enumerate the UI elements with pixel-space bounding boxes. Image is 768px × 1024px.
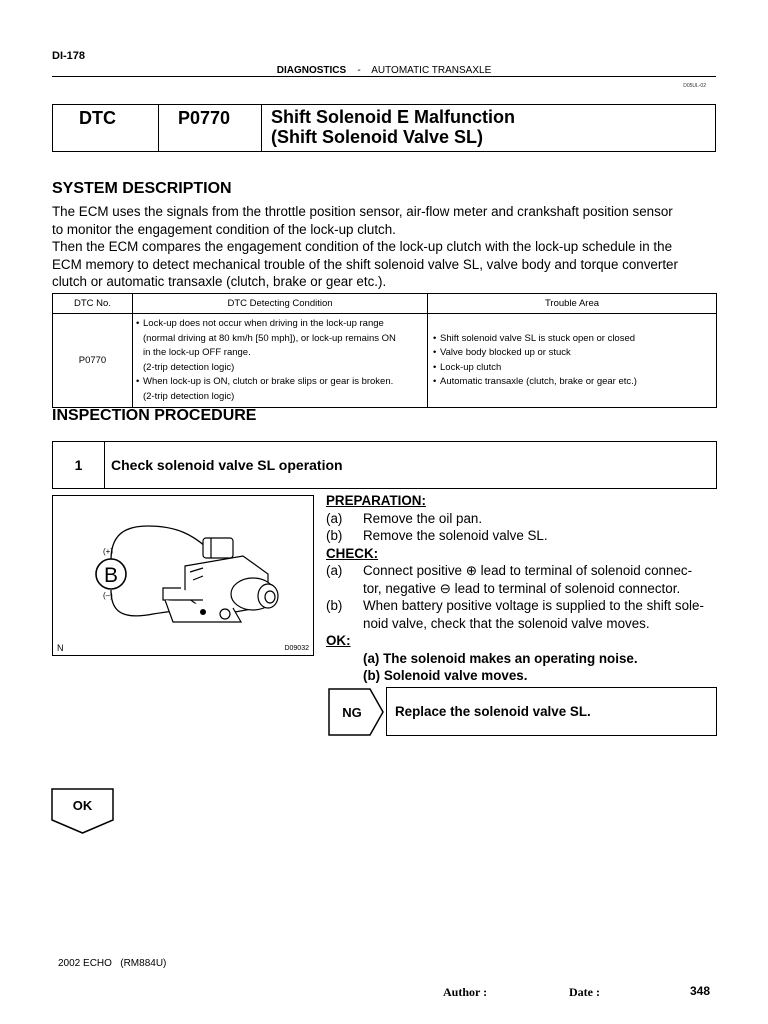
dtc-table (52, 293, 717, 408)
solenoid-valve-drawing (163, 538, 278, 622)
table-cell-dtc-no: P0770 (53, 314, 133, 408)
procedure-text (326, 492, 721, 685)
ng-label: NG (342, 705, 362, 720)
positive-wire (111, 526, 205, 560)
step-key: (b) (326, 528, 343, 543)
table-header-trouble-area: Trouble Area (428, 294, 717, 314)
condition-item: in the lock-up OFF range. (143, 347, 251, 358)
ok-criteria-list (363, 650, 721, 685)
plus-label: (+) (103, 547, 113, 556)
page-id: DI-178 (52, 50, 86, 62)
step-key: (b) (326, 598, 343, 613)
check-step (326, 597, 721, 632)
trouble-area-item: • Lock-up clutch (432, 361, 716, 376)
dtc-title-box (52, 104, 716, 152)
header-rule (52, 76, 716, 77)
step-text: When battery positive voltage is supplied to the shift sole- (363, 598, 704, 613)
condition-item: (2-trip detection logic) (143, 361, 235, 373)
inspection-procedure-title: INSPECTION PROCEDURE (52, 407, 257, 424)
table-row (53, 314, 717, 408)
footer-author-label: Author : (443, 985, 488, 999)
dtc-label-cell (53, 105, 159, 151)
step-key: (a) (326, 563, 343, 578)
check-label: CHECK: (326, 545, 379, 561)
trouble-area-list (432, 332, 716, 390)
page-number: 348 (690, 984, 711, 998)
system-description-text (52, 203, 722, 291)
table-header-dtc-no: DTC No. (53, 294, 133, 314)
figure-code: D09032 (284, 645, 309, 652)
trouble-area-item: • Automatic transaxle (clutch, brake or gear etc.) (432, 375, 716, 390)
solenoid-figure (52, 495, 314, 656)
document-reference: D05UL-02 (683, 83, 706, 89)
dtc-title-line1: Shift Solenoid E Malfunction (271, 107, 515, 127)
step-text: Remove the solenoid valve SL. (363, 528, 548, 543)
negative-terminal (200, 609, 206, 615)
step-title: Check solenoid valve SL operation (111, 457, 343, 473)
condition-item: (normal driving at 80 km/h [50 mph]), or lock-up remains ON (143, 332, 396, 344)
preparation-label: PREPARATION: (326, 493, 426, 508)
figure-corner-label: N (57, 643, 64, 653)
table-cell-condition (133, 314, 428, 408)
step-text: noid valve, check that the solenoid valve moves. (363, 615, 650, 631)
system-description-title: SYSTEM DESCRIPTION (52, 180, 232, 197)
ok-criteria-item: (a) The solenoid makes an operating noise. (363, 650, 638, 666)
step-box (52, 441, 717, 489)
battery-label: B (103, 564, 119, 587)
step-text: tor, negative ⊖ lead to terminal of solenoid connector. (363, 580, 681, 596)
condition-item: • Lock-up does not occur when driving in the lock-up range (135, 317, 427, 332)
step-text: Remove the oil pan. (363, 510, 483, 526)
header-subsection: AUTOMATIC TRANSAXLE (371, 65, 492, 76)
preparation-step (326, 510, 721, 528)
condition-list (135, 317, 427, 404)
solenoid-illustration (53, 496, 313, 655)
ng-arrow (328, 688, 386, 741)
condition-item: • When lock-up is ON, clutch or brake slips or gear is broken. (135, 375, 427, 390)
description-line: ECM memory to detect mechanical trouble of the shift solenoid valve SL, valve body and torque converter (52, 256, 678, 272)
ok-criteria-item: (b) Solenoid valve moves. (363, 668, 528, 683)
description-line: Then the ECM compares the engagement condition of the lock-up clutch with the lock-up schedule in the (52, 239, 673, 254)
ng-action-text: Replace the solenoid valve SL. (395, 704, 591, 719)
dtc-label: DTC (79, 108, 116, 128)
dtc-code-cell (158, 105, 262, 151)
running-header (0, 65, 768, 76)
condition-item: (2-trip detection logic) (143, 390, 235, 402)
header-section: DIAGNOSTICS (276, 65, 347, 76)
check-step (326, 562, 721, 597)
description-line: The ECM uses the signals from the throttle position sensor, air-flow meter and crankshaft position sensor (52, 204, 673, 219)
step-number: 1 (53, 442, 105, 488)
footer-model: 2002 ECHO (RM884U) (58, 958, 167, 969)
dtc-title-line2: (Shift Solenoid Valve SL) (271, 127, 484, 147)
description-line: to monitor the engagement condition of the lock-up clutch. (52, 221, 396, 237)
footer-date-label: Date : (569, 985, 600, 999)
trouble-area-item: • Shift solenoid valve SL is stuck open or closed (432, 332, 716, 347)
preparation-step (326, 527, 721, 545)
ok-arrow-shape (51, 788, 115, 834)
ok-label: OK (72, 798, 93, 813)
description-line: clutch or automatic transaxle (clutch, brake or gear etc.). (52, 274, 387, 289)
step-text: Connect positive ⊕ lead to terminal of solenoid connec- (363, 563, 693, 578)
dtc-code: P0770 (178, 108, 231, 128)
ok-criteria-label: OK: (326, 633, 351, 648)
ng-arrow-shape (328, 688, 386, 736)
trouble-area-item: • Valve body blocked up or stuck (432, 346, 716, 361)
step-key: (a) (326, 510, 343, 526)
minus-label: (–) (103, 591, 113, 600)
ng-action-box (386, 687, 717, 736)
table-header-condition: DTC Detecting Condition (133, 294, 428, 314)
table-cell-trouble-area (428, 314, 717, 408)
dtc-title-cell (261, 105, 715, 151)
header-separator: - (357, 65, 361, 76)
ok-arrow (51, 788, 115, 839)
table-header-row (53, 294, 717, 314)
